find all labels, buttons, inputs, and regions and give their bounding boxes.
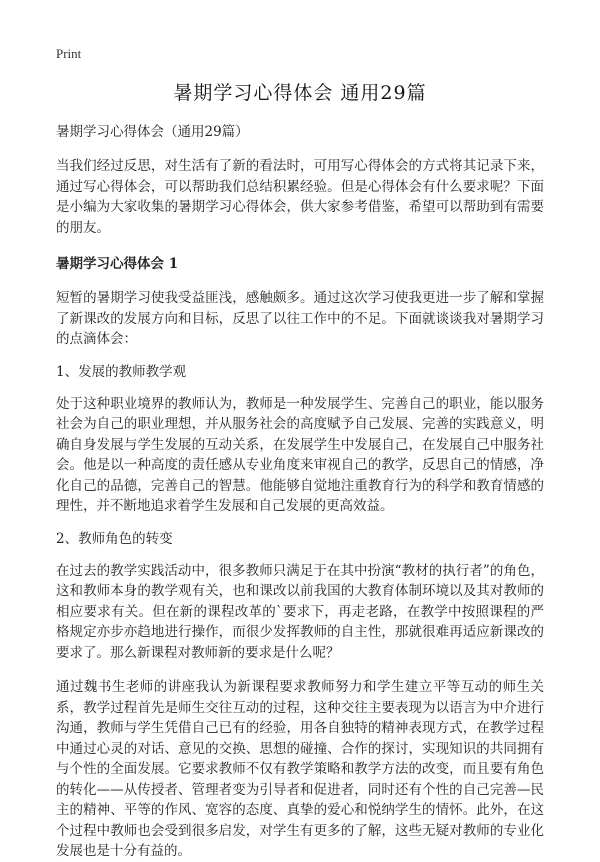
print-link[interactable]: Print [56,46,82,61]
page-title: 暑期学习心得体会 通用29篇 [173,82,427,104]
point1-paragraph: 处于这种职业境界的教师认为，教师是一种发展学生、完善自己的职业，能以服务社会为自己的职业理想，并从服务社会的高度赋予自己发展、完善的实践意义，明确自身发展与学生发展的互动关系，在发展学生中发展自己，在发展自己中服务社会。他是以一种高度的责任感从专业角度来审视自己的教学，反思自己的情感，净化自己的品德，完善自己的智慧。他能够自觉地注重教育行为的科学和教育情感的理性，并不断地追求着学生发展和自己发展的更高效益。 [56,395,544,514]
point2-paragraph-2: 通过魏书生老师的讲座我认为新课程要求教师努力和学生建立平等互动的师生关系，教学过程首先是师生交往互动的过程，这种交往主要表现为以语言为中介进行沟通，教师与学生凭借自己已有的经验，用各自独特的精神表现方式，在教学过程中通过心灵的对话、意见的交换、思想的碰撞、合作的探讨，实现知识的共同拥有与个性的全面发展。它要求教师不仅有教学策略和教学方法的改变，而且要有角色的转化——从传授者、管理者变为引导者和促进者，同时还有个性的自己完善—民主的精神、平等的作风、宽容的态度、真挚的爱心和悦纳学生的情怀。此外，在这个过程中教师也会受到很多启发，对学生有更多的了解，这些无疑对教师的专业化发展也是十分有益的。 [56,679,544,859]
section-intro-paragraph: 短暂的暑期学习使我受益匪浅，感触颇多。通过这次学习使我更进一步了解和掌握了新课改的发展方向和目标，反思了以往工作中的不足。下面就谈谈我对暑期学习的点滴体会： [56,290,544,347]
point2-heading: 2、教师角色的转变 [56,530,173,547]
point1-heading: 1、发展的教师教学观 [56,363,187,380]
intro-paragraph: 当我们经过反思，对生活有了新的看法时，可用写心得体会的方式将其记录下来，通过写心得体会，可以帮助我们总结积累经验。但是心得体会有什么要求呢？下面是小编为大家收集的暑期学习心得体会，供大家参考借鉴，希望可以帮助到有需要的朋友。 [56,158,544,236]
point2-paragraph: 在过去的教学实践活动中，很多教师只满足于在其中扮演“教材的执行者”的角色，这和教师本身的教学观有关，也和课改以前我国的大教育体制环境以及其对教师的相应要求有关。但在新的课程改革的`要求下，再走老路，在教学中按照课程的严格规定亦步亦趋地进行操作，而很少发挥教师的自主性，那就很难再适应新课改的要求了。那么新课程对教师新的要求是什么呢？ [56,562,544,661]
document-subtitle: 暑期学习心得体会（通用29篇） [56,124,249,140]
section-heading: 暑期学习心得体会 1 [56,256,179,272]
